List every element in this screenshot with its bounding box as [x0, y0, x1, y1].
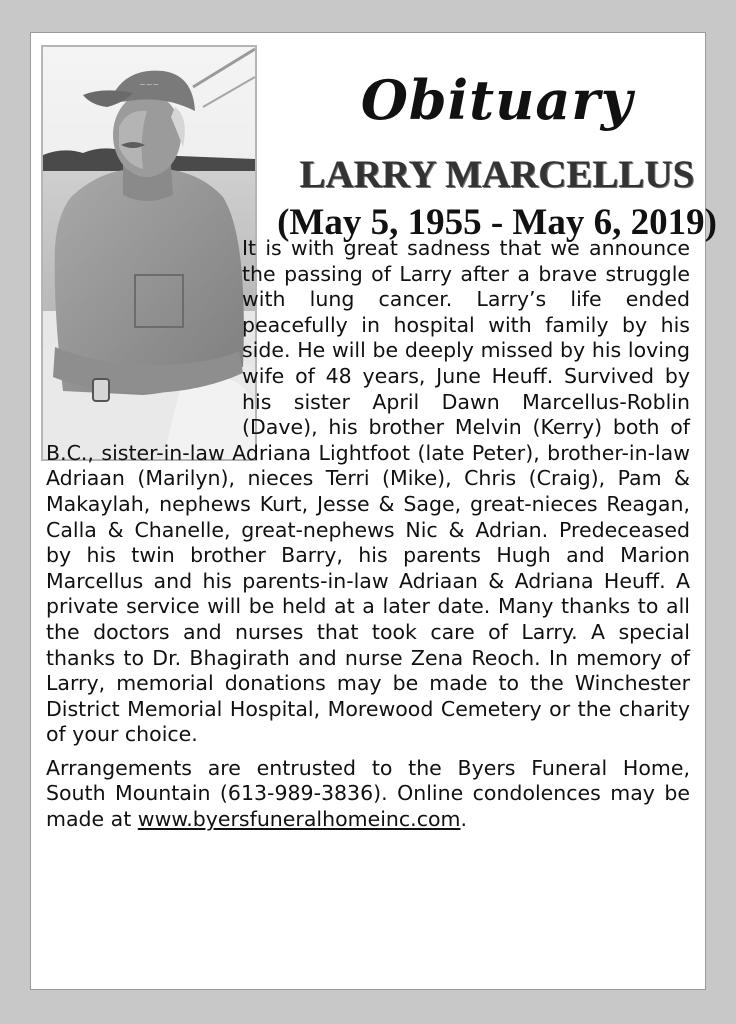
photo-wrap-spacer: [46, 236, 242, 440]
heading-block: [257, 68, 736, 243]
life-dates: (May 5, 1955 - May 6, 2019): [277, 202, 717, 243]
obituary-body: [46, 236, 690, 833]
funeral-home-link[interactable]: www.byersfuneralhomeinc.com: [137, 807, 461, 832]
arrangements-paragraph: [46, 756, 690, 833]
deceased-name: LARRY MARCELLUS: [299, 153, 695, 196]
svg-text:~~~: ~~~: [139, 80, 160, 89]
arrangements-text: Arrangements are entrusted to the Byers Funeral Home, South Mountain (613-989-3836). Online condolences may be made at: [46, 755, 690, 832]
obituary-title: Obituary: [360, 68, 634, 132]
obituary-paragraph: It is with great sadness that we announce the passing of Larry after a brave struggle with lung cancer. Larry’s life ended peacefully in hospital with family by his side. He will be deeply missed by his loving wife of 48 years, June Heuff. Survived by his sister April Dawn Marcellus-Roblin (Dave), his brother Melvin (Kerry) both of B.C., sister-in-law Adriana Lightfoot (late Peter), brother-in-law Adriaan (Marilyn), nieces Terri (Mike), Chris (Craig), Pam & Makaylah, nephews Kurt, Jesse & Sage, great-nieces Reagan, Calla & Chanelle, great-nephews Nic & Adrian. Predeceased by his twin brother Barry, his parents Hugh and Marion Marcellus and his parents-in-law Adriaan & Adriana Heuff. A private service will be held at a later date. Many thanks to all the doctors and nurses that took care of Larry. A special thanks to Dr. Bhagirath and nurse Zena Reoch. In memory of Larry, memorial donations may be made to the Winchester District Memorial Hospital, Morewood Cemetery or the charity of your choice.: [46, 236, 690, 747]
arrangements-end: .: [460, 807, 468, 832]
